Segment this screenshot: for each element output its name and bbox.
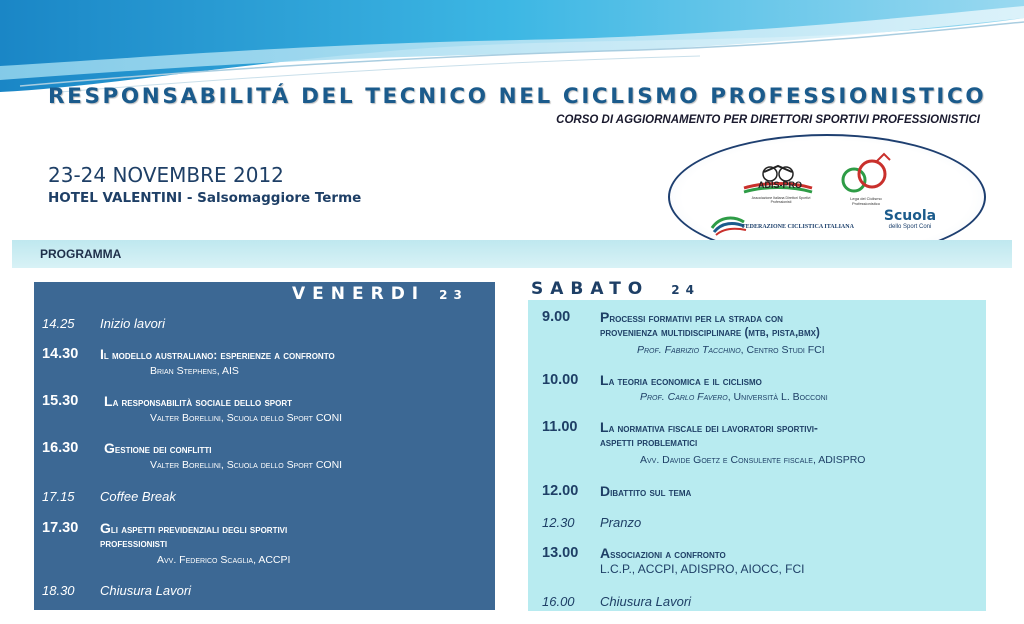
friday-item-time: 16.30 [42, 440, 79, 456]
saturday-heading [531, 279, 700, 299]
saturday-item-time: 9.00 [542, 309, 571, 325]
saturday-item-speaker: Prof. Carlo Favero, Università L. Bocconi [640, 391, 828, 403]
fci-name: FEDERAZIONE CICLISTICA ITALIANA [742, 224, 854, 230]
friday-item-speaker: Avv. Federico Scaglia, ACCPI [157, 554, 291, 566]
saturday-item-time: 10.00 [542, 372, 579, 388]
saturday-item-title: Processi formativi per la strada con [600, 309, 783, 325]
scuola-name: Scuola [883, 208, 937, 224]
lega-ciclismo-logo [836, 152, 896, 208]
scuola-sport-coni-logo [880, 208, 940, 240]
event-date: 23-24 NOVEMBRE 2012 [48, 163, 284, 187]
saturday-item-speaker: Prof. Fabrizio Tacchino, Centro Studi FCI [637, 344, 825, 356]
saturday-item-label: Pranzo [600, 515, 642, 530]
friday-item-time: 18.30 [42, 583, 75, 598]
saturday-item-speaker: L.C.P., ACCPI, ADISPRO, AIOCC, FCI [600, 562, 805, 576]
friday-item-time: 15.30 [42, 393, 79, 409]
event-venue: HOTEL VALENTINI - Salsomaggiore Terme [48, 190, 362, 206]
saturday-item-title: La teoria economica e il ciclismo [600, 372, 762, 388]
friday-item-time: 17.30 [42, 520, 79, 536]
saturday-item-label: Chiusura Lavori [600, 594, 692, 609]
saturday-item-title: La normativa fiscale dei lavoratori sportivi- [600, 419, 818, 435]
friday-item-label: Chiusura Lavori [100, 583, 192, 598]
fci-logo [710, 214, 864, 236]
adispro-caption: Associazione Italiana Direttori Sportivi Professionisti [751, 196, 811, 204]
friday-day-number: 23 [439, 288, 468, 302]
saturday-day-number: 24 [671, 283, 700, 297]
friday-item-label: Inizio lavori [100, 316, 166, 331]
friday-item-title: La responsabilità sociale dello sport [104, 393, 293, 409]
adispro-logo [740, 162, 816, 208]
saturday-item-time: 12.30 [542, 515, 575, 530]
scuola-caption: dello Sport Coni [888, 224, 932, 230]
saturday-item-speaker: Avv. Davide Goetz e Consulente fiscale, ADISPRO [640, 454, 866, 466]
programma-band [12, 240, 1012, 268]
friday-item-title-line2: professionisti [100, 538, 168, 550]
friday-heading [292, 284, 468, 304]
saturday-item-time: 12.00 [542, 483, 579, 499]
adispro-name: ADIS-PRO [758, 180, 803, 190]
friday-item-speaker: Brian Stephens, AIS [150, 365, 239, 377]
saturday-item-time: 13.00 [542, 545, 579, 561]
saturday-item-time: 16.00 [542, 594, 575, 609]
friday-item-speaker: Valter Borellini, Scuola dello Sport CONI [150, 459, 343, 471]
programma-label: PROGRAMMA [40, 247, 122, 261]
saturday-item-time: 11.00 [542, 419, 578, 435]
friday-item-title: Il modello australiano: esperienze a confronto [100, 346, 335, 362]
friday-item-time: 17.15 [42, 489, 75, 504]
saturday-item-title-line2: provenienza multidisciplinare (mtb, pista,bmx) [600, 327, 820, 339]
friday-item-speaker: Valter Borellini, Scuola dello Sport CONI [150, 412, 343, 424]
lega-caption: Lega del Ciclismo Professionistico [850, 196, 882, 206]
friday-item-time: 14.25 [42, 316, 75, 331]
saturday-item-title: Dibattito sul tema [600, 483, 692, 499]
page-title: RESPONSABILITÁ DEL TECNICO NEL CICLISMO PROFESSIONISTICO [48, 84, 987, 109]
friday-item-label: Coffee Break [100, 489, 176, 504]
friday-item-title: Gestione dei conflitti [104, 440, 212, 456]
saturday-item-title-line2: aspetti problematici [600, 437, 698, 449]
friday-day: VENERDI [292, 284, 426, 304]
friday-item-time: 14.30 [42, 346, 79, 362]
saturday-item-title: Associazioni a confronto [600, 545, 726, 561]
saturday-day: SABATO [531, 279, 650, 299]
friday-item-title: Gli aspetti previdenziali degli sportivi [100, 520, 288, 536]
page-subtitle: CORSO DI AGGIORNAMENTO PER DIRETTORI SPORTIVI PROFESSIONISTICI [556, 114, 980, 126]
